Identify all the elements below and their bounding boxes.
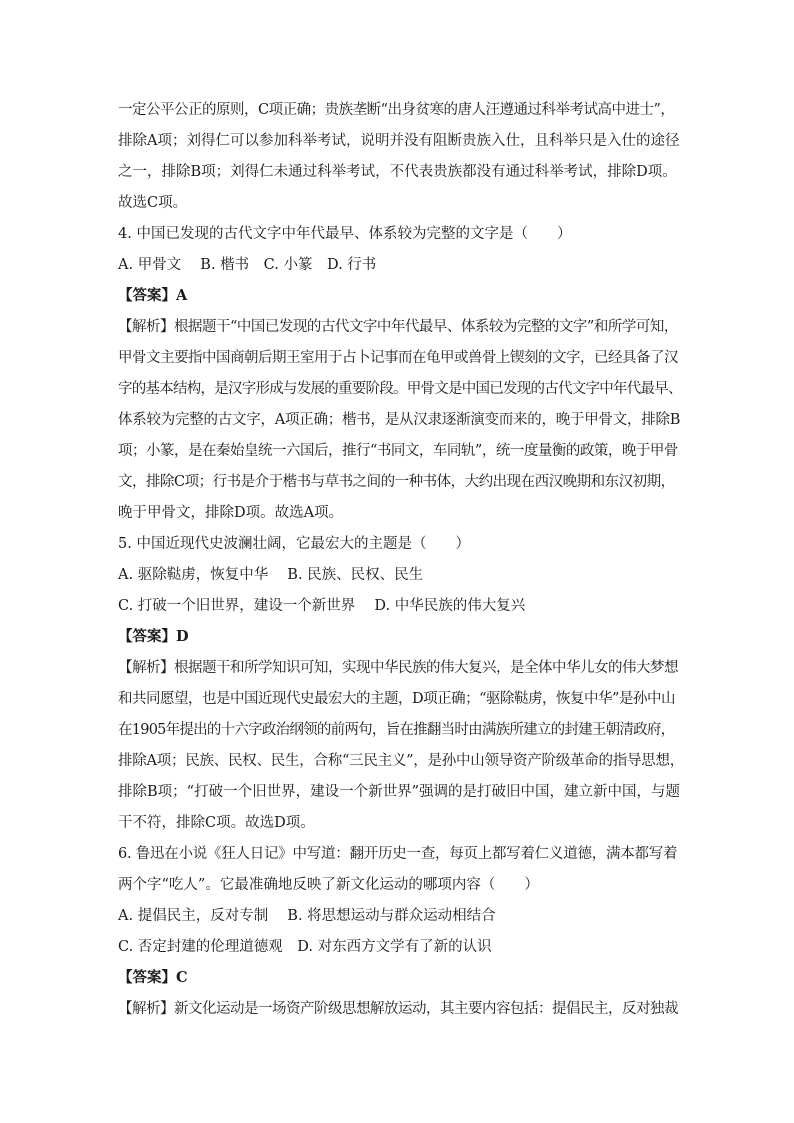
question-5-stem: 5. 中国近现代史波澜壮阔，它最宏大的主题是（ ）: [118, 536, 470, 552]
answer-label: 【答案】C: [118, 969, 188, 986]
text-line: 字的基本结构，是汉字形成与发展的重要阶段。甲骨文是中国已发现的古代文字中年代最早、: [118, 381, 682, 397]
analysis-text: 【解析】根据题干“中国已发现的古代文字中年代最早、体系较为完整的文字”和所学可知，: [118, 319, 678, 335]
question-4-options: A. 甲骨文 B. 楷书 C. 小篆 D. 行书: [118, 257, 377, 273]
text-line: 故选C项。: [118, 195, 188, 211]
answer-label: 【答案】A: [118, 287, 188, 304]
analysis-text: 【解析】新文化运动是一场资产阶级思想解放运动，其主要内容包括：提倡民主，反对独裁: [118, 1001, 678, 1017]
question-6-options-ab: A. 提倡民主，反对专制 B. 将思想运动与群众运动相结合: [118, 908, 496, 924]
text-line: 在1905年提出的十六字政治纲领的前两句，旨在推翻当时由满族所建立的封建王朝清政府，: [118, 722, 675, 738]
text-line: 体系较为完整的古文字，A项正确；楷书，是从汉隶逐渐演变而来的，晚于甲骨文，排除B: [118, 412, 681, 428]
question-6-options-cd: C. 否定封建的伦理道德观 D. 对东西方文学有了新的认识: [118, 939, 492, 955]
text-line: 和共同愿望，也是中国近现代史最宏大的主题，D项正确；“驱除鞑虏，恢复中华”是孙中山: [118, 691, 675, 707]
text-line: 甲骨文主要指中国商朝后期王室用于占卜记事而在龟甲或兽骨上锲刻的文字，已经具备了汉: [118, 350, 678, 366]
text-line: 两个字“吃人”。它最准确地反映了新文化运动的哪项内容（ ）: [118, 877, 539, 893]
answer-label: 【答案】D: [118, 628, 189, 645]
text-line: 文，排除C项；行书是介于楷书与草书之间的一种书体，大约出现在西汉晚期和东汉初期，: [118, 474, 675, 490]
text-line: 排除A项；刘得仁可以参加科举考试，说明并没有阻断贵族入仕，且科举只是入仕的途径: [118, 133, 680, 149]
question-4-stem: 4. 中国已发现的古代文字中年代最早、体系较为完整的文字是（ ）: [118, 226, 572, 242]
text-line: 干不符，排除C项。故选D项。: [118, 815, 315, 831]
text-line: 项；小篆，是在秦始皇统一六国后，推行“书同文，车同轨”，统一度量衡的政策，晚于甲骨: [118, 443, 678, 459]
text-line: 一定公平公正的原则，C项正确；贵族垄断“出身贫寒的唐人汪遵通过科举考试高中进士”，: [118, 102, 675, 118]
question-5-options-ab: A. 驱除鞑虏，恢复中华 B. 民族、民权、民生: [118, 567, 424, 583]
question-6-stem: 6. 鲁迅在小说《狂人日记》中写道：翻开历史一查，每页上都写着仁义道德，满本都写着: [118, 846, 678, 862]
text-line: 晚于甲骨文，排除D项。故选A项。: [118, 505, 344, 521]
text-line: 排除B项；“打破一个旧世界，建设一个新世界”强调的是打破旧中国，建立新中国，与题: [118, 784, 680, 800]
question-5-options-cd: C. 打破一个旧世界，建设一个新世界 D. 中华民族的伟大复兴: [118, 598, 526, 614]
text-line: 排除A项；民族、民权、民生，合称“三民主义”，是孙中山领导资产阶级革命的指导思想，: [118, 753, 685, 769]
analysis-text: 【解析】根据题干和所学知识可知，实现中华民族的伟大复兴，是全体中华儿女的伟大梦想: [118, 660, 678, 676]
text-line: 之一，排除B项；刘得仁未通过科举考试，不代表贵族都没有通过科举考试，排除D项。: [118, 164, 677, 180]
